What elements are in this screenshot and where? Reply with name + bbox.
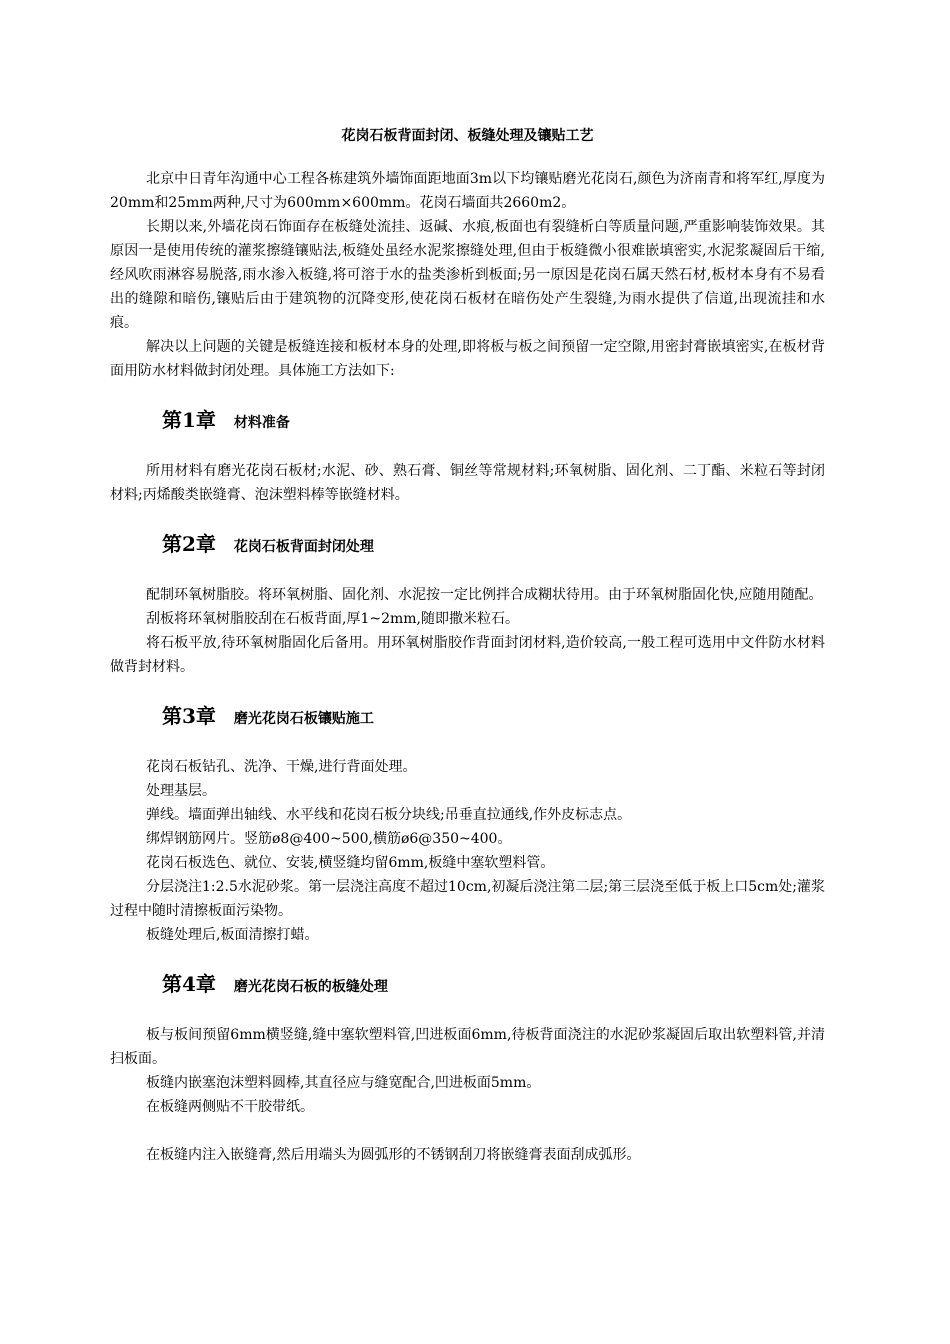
intro-paragraph: 长期以来,外墙花岗石饰面存在板缝处流挂、返碱、水痕,板面也有裂缝析白等质量问题,严重影响装饰效果。其原因一是使用传统的灌浆擦缝镶贴法,板缝处虽经水泥浆擦缝处理,但由于板缝微小很难嵌填密实,水泥浆凝固后干缩,经风吹雨淋容易脱落,雨水渗入板缝,将可溶于水的盐类渗析到板面;另一原因是花岗石属天然石材,板材本身有不易看出的缝隙和暗伤,镶贴后由于建筑物的沉降变形,使花岗石板材在暗伤处产生裂缝,为雨水提供了信道,出现流挂和水痕。 [110,219,825,331]
chapter-paragraph: 花岗石板钻孔、洗净、干燥,进行背面处理。 [146,759,417,775]
chapter-title: 花岗石板背面封闭处理 [233,539,374,555]
chapter-title: 磨光花岗石板镶贴施工 [233,711,374,727]
chapter-number: 第2章 [162,532,216,556]
chapter-paragraph: 所用材料有磨光花岗石板材;水泥、砂、熟石膏、铜丝等常规材料;环氧树脂、固化剂、二丁酯、米粒石等封闭材料;丙烯酸类嵌缝膏、泡沫塑料棒等嵌缝材料。 [110,463,825,503]
chapter-heading [162,969,825,999]
intro-paragraph: 北京中日青年沟通中心工程各栋建筑外墙饰面距地面3m以下均镶贴磨光花岗石,颜色为济南青和将军红,厚度为20mm和25mm两种,尺寸为600mm×600mm。花岗石墙面共2660m2。 [110,171,825,211]
chapter-2-section [110,529,825,679]
chapter-paragraph: 将石板平放,待环氧树脂固化后备用。用环氧树脂胶作背面封闭材料,造价较高,一般工程可选用中文件防水材料做背封材料。 [110,635,825,675]
chapter-paragraph: 板缝处理后,板面清擦打蜡。 [146,927,319,943]
chapter-heading [162,529,825,559]
chapter-paragraph: 花岗石板选色、就位、安装,横竖缝均留6mm,板缝中塞软塑料管。 [146,855,555,871]
intro-section [110,167,825,383]
chapter-3-section [110,701,825,947]
chapter-paragraph: 弹线。墙面弹出轴线、水平线和花岗石板分块线;吊垂直拉通线,作外皮标志点。 [146,807,632,823]
chapter-paragraph: 处理基层。 [146,783,216,799]
chapter-4-section [110,969,825,1167]
document-page [110,125,825,1167]
chapter-paragraph: 板缝内嵌塞泡沫塑料圆棒,其直径应与缝宽配合,凹进板面5mm。 [146,1075,541,1091]
chapter-title: 材料准备 [233,415,290,431]
intro-paragraph: 解决以上问题的关键是板缝连接和板材本身的处理,即将板与板之间预留一定空隙,用密封膏嵌填密实,在板材背面用防水材料做封闭处理。具体施工方法如下: [110,339,825,379]
document-title: 花岗石板背面封闭、板缝处理及镶贴工艺 [341,128,594,144]
chapter-heading [162,405,825,435]
chapter-paragraph: 配制环氧树脂胶。将环氧树脂、固化剂、水泥按一定比例拌合成糊状待用。由于环氧树脂固化快,应随用随配。 [146,587,823,603]
chapter-heading [162,701,825,731]
blank-line [110,1119,825,1143]
chapter-number: 第3章 [162,704,216,728]
chapter-paragraph: 板与板间预留6mm横竖缝,缝中塞软塑料管,凹进板面6mm,待板背面浇注的水泥砂浆凝固后取出软塑料管,并清扫板面。 [110,1027,825,1067]
chapter-number: 第1章 [162,408,216,432]
chapter-paragraph: 绑焊钢筋网片。竖筋ø8@400~500,横筋ø6@350~400。 [146,831,512,847]
chapter-1-section [110,405,825,507]
chapter-number: 第4章 [162,972,216,996]
chapter-paragraph: 在板缝内注入嵌缝膏,然后用端头为圆弧形的不锈钢刮刀将嵌缝膏表面刮成弧形。 [146,1147,641,1163]
chapter-paragraph: 分层浇注1:2.5水泥砂浆。第一层浇注高度不超过10cm,初凝后浇注第二层;第三层浇至低于板上口5cm处;灌浆过程中随时清擦板面污染物。 [110,879,825,919]
chapter-paragraph: 刮板将环氧树脂胶刮在石板背面,厚1~2mm,随即撒米粒石。 [146,611,519,627]
chapter-title: 磨光花岗石板的板缝处理 [233,979,388,995]
chapter-paragraph: 在板缝两侧贴不干胶带纸。 [146,1099,314,1115]
